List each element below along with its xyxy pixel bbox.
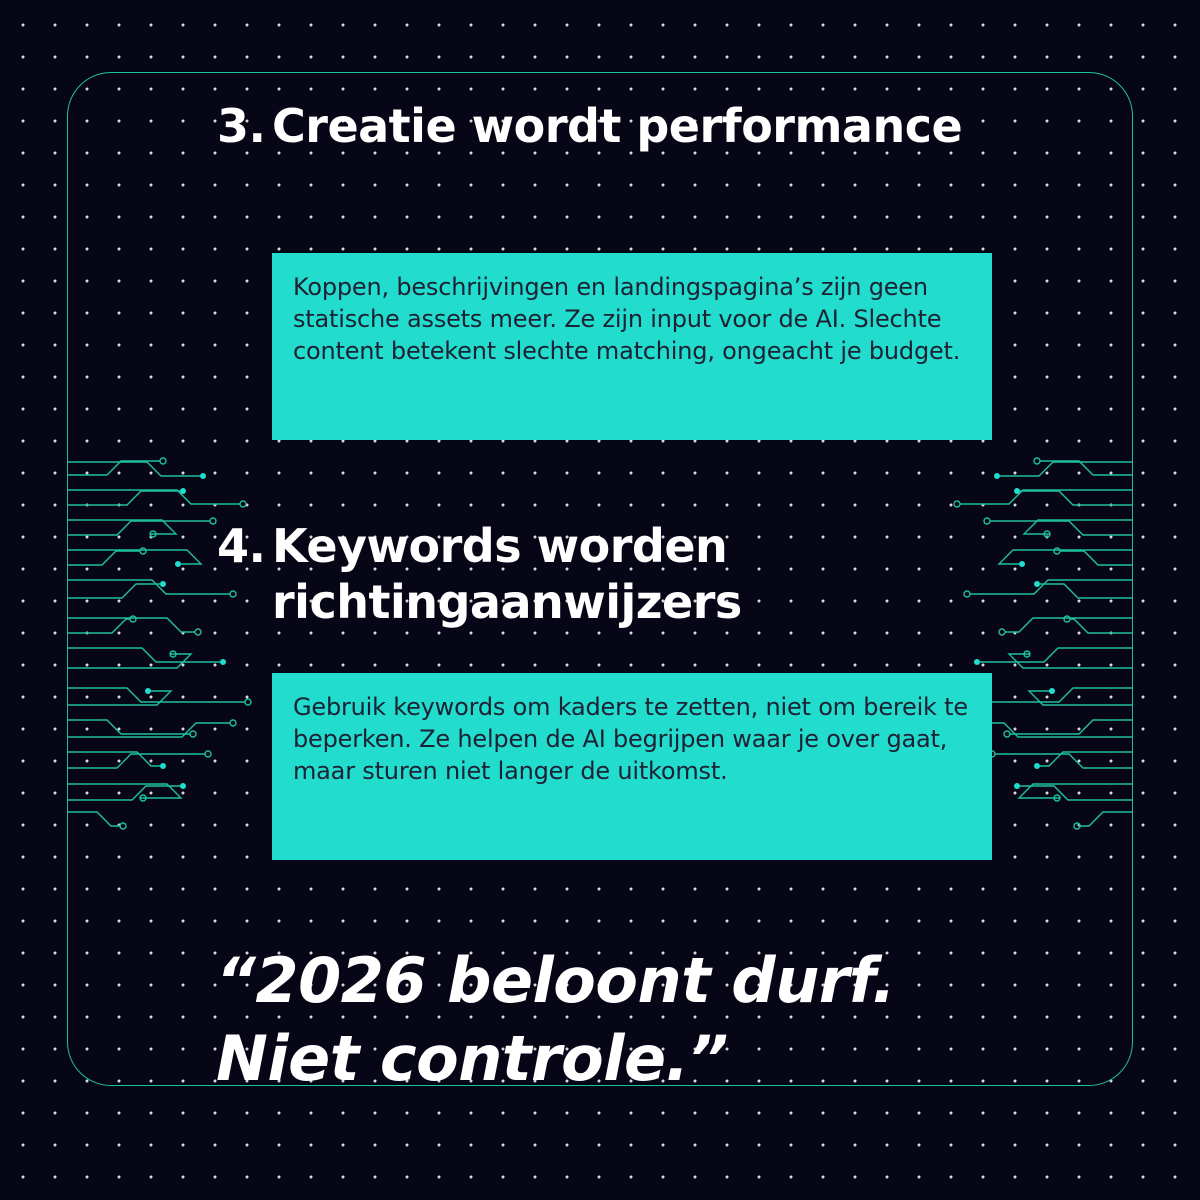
- section-3-body: Koppen, beschrijvingen en landingspagina’s zijn geen statische assets meer. Ze zijn input voor de AI. Slechte content betekent slechte matching, ongeacht je budget.: [293, 273, 961, 365]
- closing-quote: “2026 beloont durf. Niet controle.”: [216, 944, 896, 1095]
- section-3-heading: [217, 98, 962, 154]
- section-4-number: 4.: [217, 519, 266, 573]
- section-4-text-box: [272, 673, 992, 860]
- section-4-title: Keywords worden richtingaanwijzers: [272, 519, 742, 629]
- section-3-text-box: [272, 253, 992, 440]
- section-3-title: Creatie wordt performance: [272, 99, 963, 153]
- section-4-body: Gebruik keywords om kaders te zetten, niet om bereik te beperken. Ze helpen de AI begrijpen waar je over gaat, maar sturen niet langer de uitkomst.: [293, 693, 968, 785]
- section-3-number: 3.: [217, 99, 266, 153]
- circuit-lines-left: [67, 458, 251, 829]
- section-4-heading: [217, 518, 792, 630]
